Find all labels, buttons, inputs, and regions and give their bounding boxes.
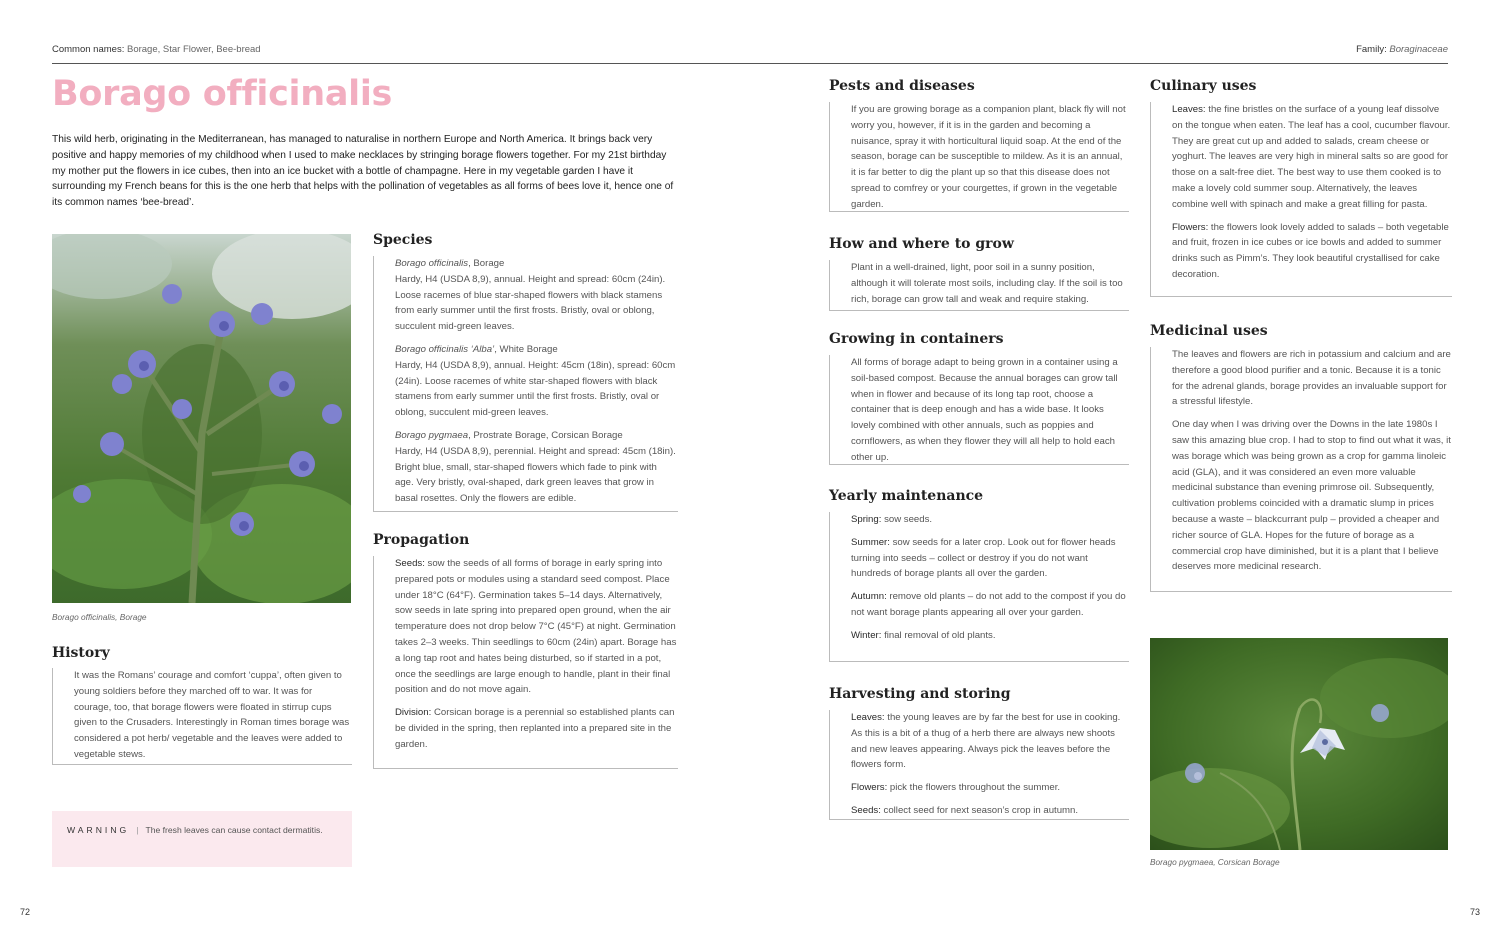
species-desc: Hardy, H4 (USDA 8,9), perennial. Height and spread: 45cm (18in). Bright blue, small, star-shaped flowers which fade to pink with age. Very bristly, oval-shaped, dark green leaves that grow in basal rosettes. Only the flowers are edible. — [395, 445, 676, 505]
propagation-text: Corsican borage is a perennial so established plants can be divided in the spring, then replanted into a prepared site in the garden. — [395, 707, 675, 750]
common-names-label: Common names: — [52, 44, 125, 55]
culinary-text: the fine bristles on the surface of a young leaf dissolve on the tongue when eaten. The leaf has a cool, cucumber flavour. They are great cut up and added to salads, cream cheese or yoghurt. The leaves are very high in mineral salts so are good for those on a salt-free diet. The best way to use them cooked is to make a lovely cold summer soup. Alternatively, the leaves combine well with spinach and make a great filling for pasta. — [1172, 104, 1451, 210]
warning-separator: | — [136, 825, 139, 835]
page-number-right: 73 — [1469, 907, 1480, 917]
warning-box — [52, 811, 352, 867]
yearly-heading: Yearly maintenance — [829, 488, 984, 504]
history-text: It was the Romans’ courage and comfort ‘cuppa’, often given to young soldiers before they marched off to war. It was for courage, too, that borage flowers were floated in stirrup cups given to the Crusaders. Interestingly in Roman times borage was considered a pot herb/ vegetable and the leaves were added to vegetable stews. — [74, 670, 350, 760]
culinary-heading: Culinary uses — [1150, 78, 1257, 94]
medicinal-block — [1150, 347, 1452, 592]
how-where-text: Plant in a well-drained, light, poor soil in a sunny position, although it will tolerate most soils, including clay. If the soil is too rich, borage can grow tall and weak and require staking. — [851, 262, 1123, 305]
species-item — [395, 256, 678, 335]
harvesting-item — [851, 780, 1129, 796]
species-heading: Species — [373, 232, 433, 248]
culinary-text: the flowers look lovely added to salads – both vegetable and fruit, frozen in ice cubes or ice bowls and added to summer drinks such as Pimm’s. They look beautiful crystallised for cake decoration. — [1172, 221, 1449, 280]
how-where-block — [829, 260, 1129, 311]
yearly-item — [851, 512, 1129, 528]
yearly-text: remove old plants – do not add to the compost if you do not want borage plants appearing all over your garden. — [851, 591, 1126, 618]
species-name: Borago officinalis — [395, 258, 469, 269]
page-number-left: 72 — [20, 907, 31, 917]
pests-text: If you are growing borage as a companion plant, black fly will not worry you, however, if it is in the garden and becoming a nuisance, spray it with horticultural liquid soap. At the end of the season, borage can be susceptible to mildew. As it is an annual, it is far better to dig the plant up so that this disease does not spread to comfrey or your courgettes, if grown in the vegetable garden. — [851, 104, 1126, 210]
harvesting-label: Leaves: — [851, 712, 885, 723]
yearly-block — [829, 512, 1129, 662]
page-title: Borago officinalis — [52, 74, 393, 114]
containers-text: All forms of borage adapt to being grown in a container using a soil-based compost. Because the annual borages can grow tall when in flower and because of its long tap root, choose a container that is deep enough and has a wide base. It looks lovely combined with other annuals, such as poppies and cornflowers, as when they flower they will all help to hold each other up. — [851, 357, 1118, 463]
species-common: , Prostrate Borage, Corsican Borage — [468, 429, 623, 441]
warning-text: The fresh leaves can cause contact dermatitis. — [145, 825, 323, 835]
propagation-item — [395, 705, 678, 752]
intro-paragraph: This wild herb, originating in the Mediterranean, has managed to naturalise in northern Europe and North America. It brings back very positive and happy memories of my childhood when I used to make necklaces by stringing borage flowers together. For my 21st birthday my mother put the flowers in ice cubes, then into an ice bucket with a bottle of champagne. Here in my vegetable garden I have it surrounding my French beans for this is the one herb that helps with the pollination of vegetables as all forms of bees love it, hence one of its common names ‘bee-bread’. — [52, 134, 674, 209]
yearly-text: sow seeds for a later crop. Look out for flower heads turning into seeds – collect or destroy if you do not want hundreds of borage plants all over the garden. — [851, 536, 1116, 580]
yearly-label: Spring: — [851, 514, 882, 525]
species-desc: Hardy, H4 (USDA 8,9), annual. Height and spread: 60cm (24in). Loose racemes of blue star-shaped flowers with black stamens from early summer until the first frosts. Bristly, oval or oblong, succulent mid-green leaves. — [395, 273, 666, 333]
borage-photo — [52, 234, 351, 603]
yearly-label: Summer: — [851, 536, 890, 548]
warning-label: WARNING — [67, 825, 130, 835]
culinary-block — [1150, 102, 1452, 297]
harvesting-label: Flowers: — [851, 782, 888, 794]
borage-photo-caption: Borago officinalis, Borage — [52, 612, 147, 622]
medicinal-paragraph: One day when I was driving over the Downs in the late 1980s I saw this amazing blue crop. I had to stop to find out what it was, it was borage which was being grown as a crop for gamma linoleic acid (GLA), and it was considered an even more valuable medicinal substance than evening primrose oil. Subsequently, cultivation problems coincided with a dramatic slump in prices because a waste – blackcurrant pulp – provided a cheaper and richer source of GLA. Hopes for the future of borage as a commercial crop have diminished, but it is a plant that I believe deserves more medicinal research. — [1172, 419, 1451, 573]
yearly-item — [851, 589, 1129, 621]
medicinal-paragraph: The leaves and flowers are rich in potassium and calcium and are therefore a good blood purifier and a tonic. Because it is a tonic for the adrenal glands, borage provides an invaluable support for a stressful lifestyle. — [1172, 349, 1451, 408]
yearly-item — [851, 628, 1129, 644]
harvesting-item — [851, 803, 1129, 819]
species-name: Borago pygmaea — [395, 429, 469, 441]
yearly-label: Winter: — [851, 629, 882, 641]
harvesting-text: pick the flowers throughout the summer. — [889, 782, 1061, 794]
propagation-text: sow the seeds of all forms of borage in early spring into prepared pots or modules using a standard seed compost. Place under 18°C (64°F). Germination takes 5–14 days. Alternatively, sow seeds in late spring into prepared open ground, when the air temperature does not drop below 7°C (45°F) at night. Germination takes 2–3 weeks. Thin seedlings to 60cm (24in) apart. Borage has a long tap root and hates being disturbed, so if started in a pot, once the seedlings are large enough to handle, plant in their final position and do not move again. — [395, 558, 677, 696]
species-block — [373, 256, 678, 512]
yearly-text: sow seeds. — [884, 514, 933, 525]
pests-heading: Pests and diseases — [829, 78, 975, 94]
corsican-borage-photo-caption: Borago pygmaea, Corsican Borage — [1150, 857, 1280, 867]
propagation-heading: Propagation — [373, 532, 470, 548]
containers-block — [829, 355, 1129, 465]
propagation-block — [373, 556, 678, 769]
header-rule — [52, 63, 1448, 64]
history-block — [52, 668, 352, 765]
species-common: , Borage — [468, 258, 505, 269]
harvesting-text: collect seed for next season’s crop in autumn. — [883, 804, 1079, 816]
common-names-value: Borage, Star Flower, Bee-bread — [126, 44, 261, 55]
pests-block — [829, 102, 1129, 212]
culinary-label: Flowers: — [1172, 221, 1209, 233]
harvesting-label: Seeds: — [851, 804, 881, 816]
family — [1356, 44, 1448, 55]
species-desc: Hardy, H4 (USDA 8,9), annual. Height: 45cm (18in), spread: 60cm (24in). Loose racemes of white star-shaped flowers with black stamens from early summer until the first frosts. Bristly, oval or oblong, succulent mid-green leaves. — [395, 359, 676, 419]
culinary-label: Leaves: — [1172, 104, 1206, 115]
propagation-item — [395, 556, 678, 698]
family-label: Family: — [1356, 44, 1387, 55]
yearly-item — [851, 535, 1129, 582]
corsican-borage-photo — [1150, 638, 1448, 850]
species-item — [395, 342, 678, 421]
family-value: Boraginaceae — [1389, 44, 1448, 55]
harvesting-heading: Harvesting and storing — [829, 686, 1011, 702]
harvesting-text: the young leaves are by far the best for use in cooking. As this is a bit of a thug of a herb there are always new shoots and new leaves appearing. Always pick the leaves before the flowers form. — [851, 712, 1121, 771]
species-name: Borago officinalis ‘Alba’ — [395, 343, 495, 355]
culinary-item — [1172, 102, 1452, 213]
species-common: , White Borage — [494, 343, 558, 355]
common-names — [52, 44, 261, 55]
history-heading: History — [52, 645, 110, 661]
culinary-item — [1172, 220, 1452, 283]
containers-heading: Growing in containers — [829, 331, 1004, 347]
yearly-label: Autumn: — [851, 591, 887, 603]
propagation-label: Seeds: — [395, 558, 425, 569]
propagation-label: Division: — [395, 707, 432, 719]
medicinal-heading: Medicinal uses — [1150, 323, 1268, 339]
harvesting-block — [829, 710, 1129, 820]
harvesting-item — [851, 710, 1129, 773]
species-item — [395, 428, 678, 507]
how-where-heading: How and where to grow — [829, 236, 1014, 252]
yearly-text: final removal of old plants. — [884, 629, 996, 641]
